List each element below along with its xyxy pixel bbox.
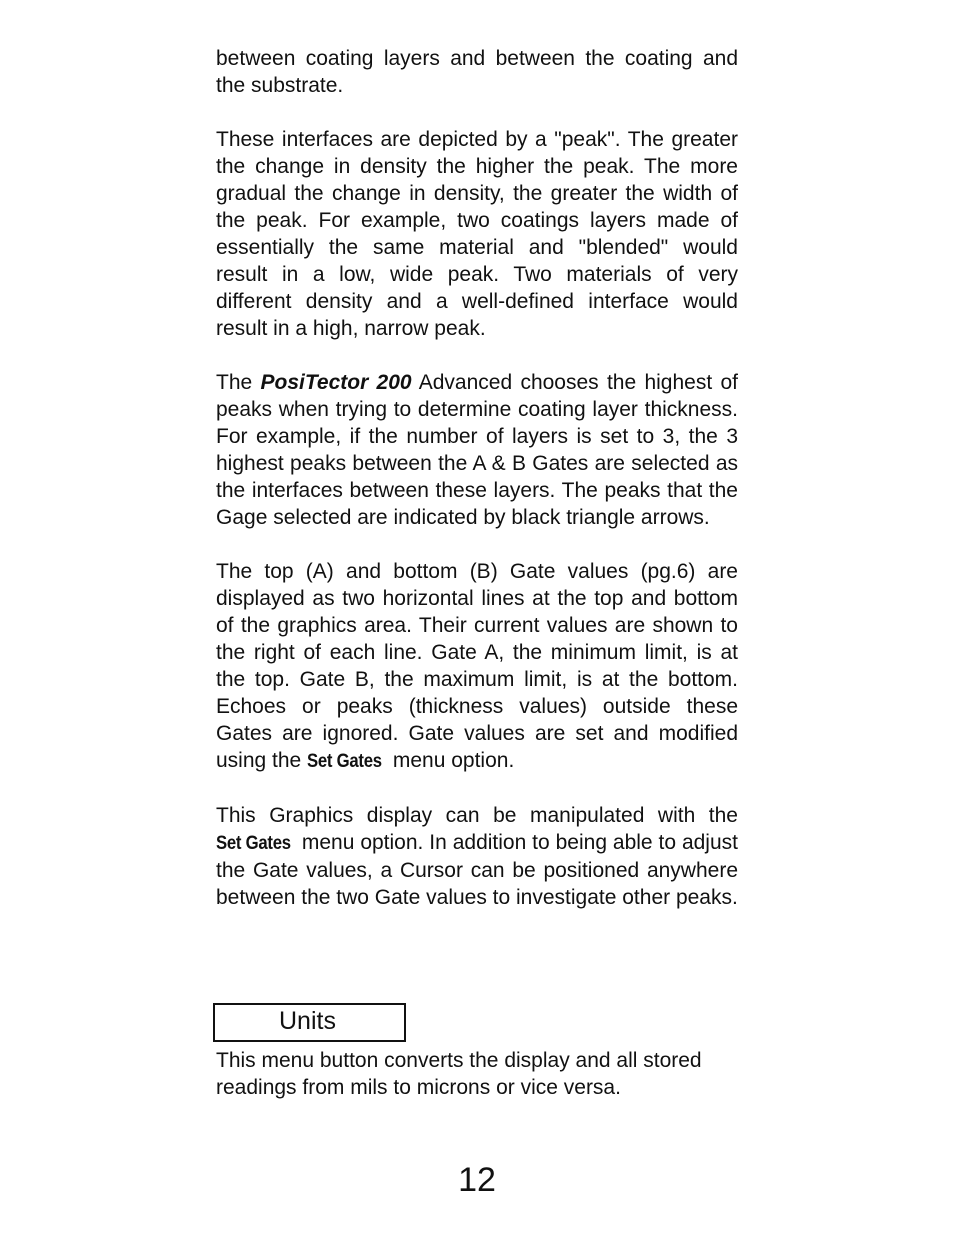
units-menu-button-illustration xyxy=(213,1003,406,1042)
menu-option-set-gates: Set Gates xyxy=(216,833,291,854)
body-text-column xyxy=(216,45,738,938)
paragraph-gate-values xyxy=(216,558,738,775)
paragraph-interfaces-intro: between coating layers and between the coating and the substrate. xyxy=(216,47,738,97)
paragraph-text: menu option. In addition to being able to adjust the Gate values, a Cursor can be positioned anywhere between the two Gate values to investigate other peaks. xyxy=(216,831,738,909)
paragraph-text: The xyxy=(216,371,261,394)
paragraph-graphics-display xyxy=(216,802,738,911)
paragraph-text: Advanced chooses the highest of peaks when trying to determine coating layer thickness. For example, if the number of layers is set to 3, the 3 highest peaks between the A & B Gates are selected as the interfaces between these layers. The peaks that the Gage selected are indicated by black triangle arrows. xyxy=(216,371,738,529)
paragraph-highest-peaks xyxy=(216,369,738,531)
units-button-label: Units xyxy=(279,1007,336,1035)
page-number: 12 xyxy=(458,1161,496,1199)
product-name: PosiTector 200 xyxy=(260,371,412,394)
units-description: This menu button converts the display and all stored readings from mils to microns or vice versa. xyxy=(216,1049,702,1099)
paragraph-text: This Graphics display can be manipulated with the xyxy=(216,804,738,827)
paragraph-text: menu option. xyxy=(387,749,515,772)
paragraph-peaks: These interfaces are depicted by a "peak". The greater the change in density the higher the peak. The more gradual the change in density, the greater the width of the peak. For example, two coatings layers made of essentially the same material and "blended" would result in a low, wide peak. Two materials of very different density and a well-defined interface would result in a high, narrow peak. xyxy=(216,128,738,340)
paragraph-text: The top (A) and bottom (B) Gate values (pg.6) are displayed as two horizontal lines at the top and bottom of the graphics area. Their current values are shown to the right of each line. Gate A, the minimum limit, is at the top. Gate B, the maximum limit, is at the bottom. Echoes or peaks (thickness values) outside these Gates are ignored. Gate values are set and modified using the xyxy=(216,560,738,772)
menu-option-set-gates: Set Gates xyxy=(307,751,382,772)
